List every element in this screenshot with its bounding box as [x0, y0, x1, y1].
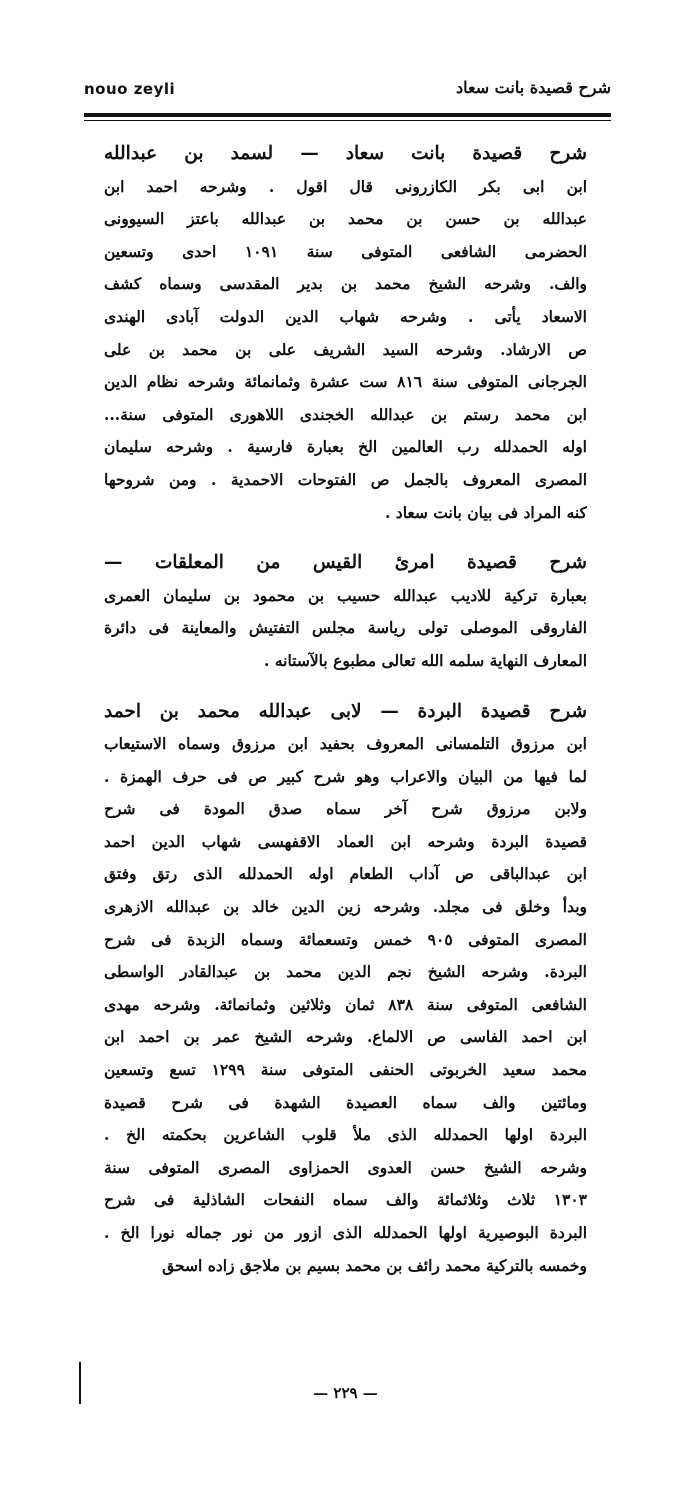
header-running-title: شرح قصيدة بانت سعاد — [455, 78, 611, 97]
text-line: ص الارشاد. وشرحه السيد الشريف على بن محمد بن على — [104, 339, 587, 359]
entry-paragraph — [104, 138, 587, 529]
header-rule-thin — [84, 120, 611, 121]
text-line: محمد سعيد الخربوتى الحنفى المتوفى سنة ١٢٩٩ تسع وتسعين — [104, 1060, 587, 1080]
entry-paragraph — [104, 547, 587, 677]
text-line: ومائتين والف سماه العصيدة الشهدة فى شرح قصيدة — [104, 1092, 587, 1112]
text-line: الشافعى المتوفى سنة ٨٣٨ ثمان وثلاثين وثمانمائة. وشرحه مهدى — [104, 994, 587, 1014]
text-line: لما فيها من البيان والاعراب وهو شرح كبير ص فى حرف الهمزة . — [104, 766, 587, 786]
text-line: وخمسه بالتركية محمد رائف بن محمد بسيم بن ملاجق زاده اسحق — [162, 1255, 587, 1275]
text-line: المعارف النهاية سلمه الله تعالى مطبوع بالآستانه . — [264, 650, 587, 670]
page-body — [104, 138, 587, 1282]
text-line: اوله الحمدلله رب العالمين الخ بعبارة فارسية . وشرحه سليمان — [104, 437, 587, 457]
text-line: ابن عبدالباقى ص آداب الطعام اوله الحمدلله الذى رتق وفتق — [104, 864, 587, 884]
text-line: الحضرمى الشافعى المتوفى سنة ١٠٩١ احدى وتسعين — [104, 241, 587, 261]
text-line: المصرى المتوفى ٩٠٥ خمس وتسعمائة وسماه الزبدة فى شرح — [104, 929, 587, 949]
text-line: وبدأ وخلق فى مجلد. وشرحه زين الدين خالد بن عبدالله الازهرى — [104, 897, 587, 917]
text-line: ١٣٠٣ ثلاث وثلاثمائة والف سماه النفحات الشاذلية فى شرح — [104, 1190, 587, 1210]
entry-heading-line: شرح قصيدة البردة — لابى عبدالله محمد بن احمد — [104, 700, 587, 722]
text-line: قصيدة البردة وشرحه ابن العماد الاقفهسى شهاب الدين احمد — [104, 831, 587, 851]
text-line: بعبارة تركية للاديب عبدالله حسيب بن محمود بن سليمان العمرى — [104, 585, 587, 605]
text-line: ابن محمد رستم بن عبدالله الخجندى اللاهورى المتوفى سنة... — [104, 404, 587, 424]
entry-paragraph — [104, 696, 587, 1283]
text-line: والف. وشرحه الشيخ محمد بن بدير المقدسى وسماه كشف — [104, 274, 587, 294]
text-line: وشرحه الشيخ حسن العدوى الحمزاوى المصرى المتوفى سنة — [104, 1157, 587, 1177]
text-line: ولابن مرزوق شرح آخر سماه صدق المودة فى شرح — [104, 799, 587, 819]
text-line: ابن احمد الفاسى ص الالماع. وشرحه الشيخ عمر بن احمد ابن — [104, 1027, 587, 1047]
text-line: عبدالله بن حسن بن محمد بن عبدالله باعتز السيوونى — [104, 209, 587, 229]
header-rule-thick — [84, 113, 611, 117]
text-line: الاسعاد يأتى . وشرحه شهاب الدين الدولت آبادى الهندى — [104, 306, 587, 326]
text-line: ابن مرزوق التلمسانى المعروف بحفيد ابن مرزوق وسماه الاستيعاب — [104, 734, 587, 754]
text-line: البردة. وشرحه الشيخ نجم الدين محمد بن عبدالقادر الواسطى — [104, 962, 587, 982]
text-line: ابن ابى بكر الكازرونى قال اقول . وشرحه احمد ابن — [104, 176, 587, 196]
page-number: — ٢٢٩ — — [313, 1384, 378, 1402]
text-line: الجرجانى المتوفى سنة ٨١٦ ست عشرة وثمانمائة وشرحه نظام الدين — [104, 372, 587, 392]
entry-heading-line: شرح قصيدة بانت سعاد — لسمد بن عبدالله — [104, 143, 587, 164]
text-line: المصرى المعروف بالجمل ص الفتوحات الاحمدية . ومن شروحها — [104, 469, 587, 489]
text-line: كنه المراد فى بيان بانت سعاد . — [385, 502, 587, 522]
section-gap — [104, 678, 587, 696]
text-line: البردة اولها الحمدلله الذى ملأ قلوب الشاعرين بحكمته الخ . — [104, 1125, 587, 1145]
text-line: البردة البوصيرية اولها الحمدلله الذى ازور من نور جماله نورا الخ . — [104, 1223, 587, 1242]
section-gap — [104, 529, 587, 547]
header-left-text: nouo zeyli — [84, 80, 176, 98]
text-line: الفاروقى الموصلى تولى رياسة مجلس التفتيش والمعاينة فى دائرة — [104, 618, 587, 638]
running-header — [84, 76, 611, 112]
entry-heading-line: شرح قصيدة امرئ القيس من المعلقات — — [104, 552, 587, 574]
